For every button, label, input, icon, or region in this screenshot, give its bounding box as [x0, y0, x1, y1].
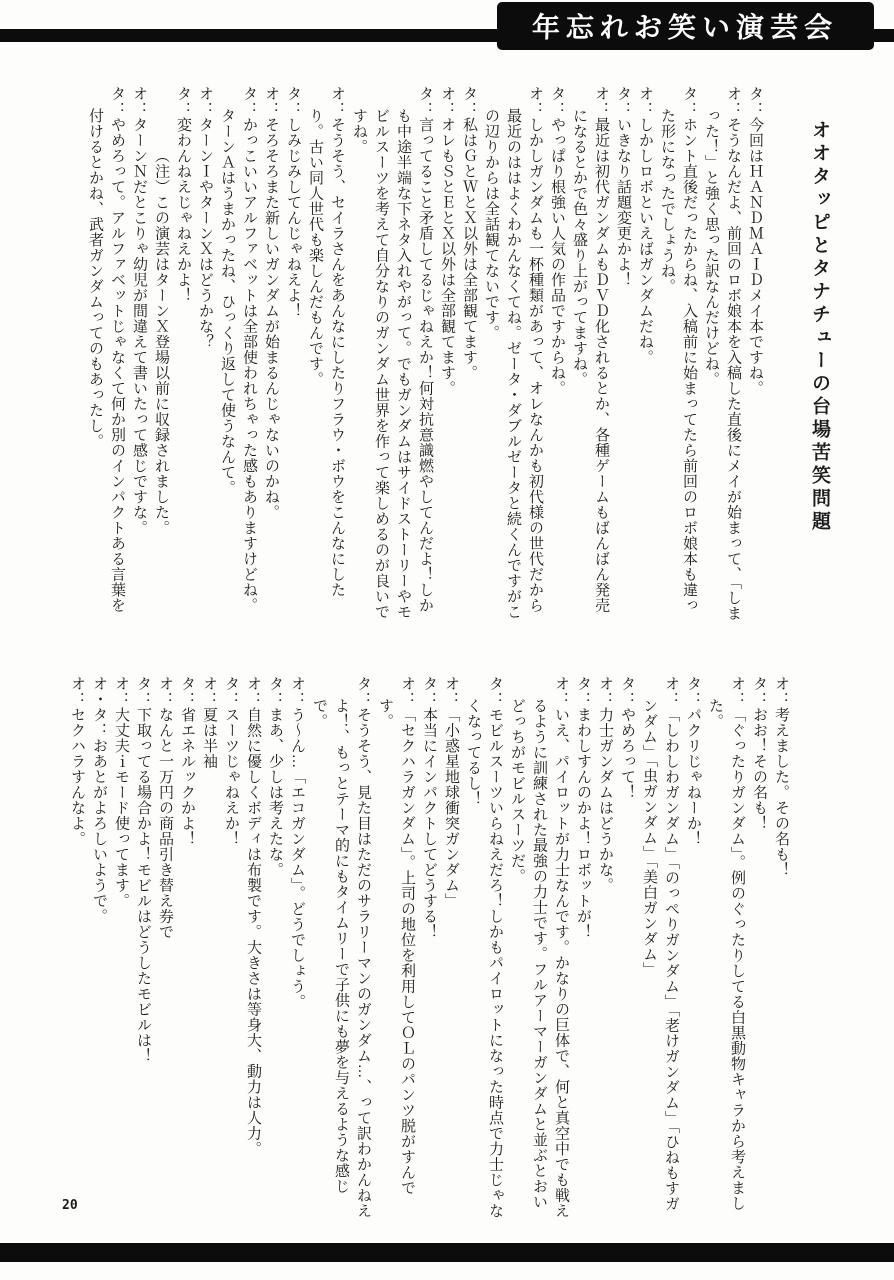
dialogue-line: タ：下取ってる場合かよ！モビルはどうしたモビルは！: [135, 676, 152, 1064]
dialogue-line: タ：言ってること矛盾してるじゃねえか！何対抗意識燃やしてんだよ！しかも中途半端な下ネタ入れやがって。でもガンダムはサイドストーリーやモビルスーツを考えて自分なりのガンダム世界を作って楽しめるのが良いですね。: [351, 86, 434, 620]
dialogue-line: オ：そうなんだよ、前回のロボ娘本を入稿した直後にメイが始まって、「しまった！」と強く思った訳なんだけどね。: [703, 86, 742, 621]
dialogue-line: オ・タ：おあとがよろしいようで。: [91, 676, 108, 924]
editor-note-line: （注）この演芸はターンＸ登場以前に収録されました。: [153, 148, 170, 536]
dialogue-line: タ：まわしすんのかよ！ロボットが！: [575, 676, 592, 940]
dialogue-line: オ：しかしロボといえばガンダムだね。: [637, 86, 654, 365]
dialogue-line: オ：「しわしわガンダム」「のっぺりガンダム」「老けガンダム」「ひねもすガンダム」「虫ガンダム」「美白ガンダム」: [641, 676, 680, 1212]
dialogue-line: タ：私はＧとＷとＸ以外は全部観てます。: [461, 86, 478, 381]
dialogue-line: タ：スーツじゃねえか！: [223, 676, 240, 847]
dialogue-bottom-section: [66, 676, 792, 1221]
dialogue-line: タ：本当にインパクトしてどうする！: [421, 676, 438, 940]
dialogue-line: タ：いきなり話題変更かよ！: [615, 86, 632, 288]
dialogue-line: オ：そうそう、セイラさんをあんなにしたりフラウ・ボウをこんなにしたり。古い同人世代も楽しんだもんです。: [307, 86, 346, 598]
page-number: 20: [62, 1198, 78, 1213]
dialogue-line: オ：考えました。その名も！: [773, 676, 790, 878]
dialogue-line: タ：まあ、少しは考えたな。: [267, 676, 284, 878]
dialogue-line: タ：やっぱり根強い人気の作品ですからね。: [549, 86, 566, 396]
dialogue-line: オ：ターンＮだとこりゃ幼児が間違えて書いたって感じですな。: [131, 86, 148, 536]
dialogue-line: タ：変わんねえじゃねえかよ！: [175, 86, 192, 303]
header-banner: [497, 2, 874, 50]
dialogue-line: オ：そろそろまた新しいガンダムが始まるんじゃないのかね。: [263, 86, 280, 520]
dialogue-line: タ：パクリじゃねーか！: [685, 676, 702, 847]
dialogue-line: オ：なんと一万円の商品引き替え券で: [157, 676, 174, 940]
dialogue-line: タ：しみじみしてんじゃねえよ！: [285, 86, 302, 319]
dialogue-line: オ：「ぐったりガンダム」。例のぐったりしてる白黒動物キャラから考えました。: [707, 676, 746, 1211]
dialogue-line: タ：やめろって！: [619, 676, 636, 800]
dialogue-line: オ：オレもＳとＥとＸ以外は全部観てます。: [439, 86, 456, 396]
dialogue-line: オ：力士ガンダムはどうかな。: [597, 676, 614, 893]
dialogue-line: オ：自然に優しくボディは布製です。大きさは等身大、動力は人力。: [245, 676, 262, 1157]
dialogue-line: オ：最近は初代ガンダムもＤＶＤ化されるとか、各種ゲームもばんばん発売になるとかで色々盛り上がってますね。: [571, 86, 610, 613]
dialogue-line: オ：ターンＩやターンＸはどうかな？: [197, 86, 214, 350]
dialogue-line: タ：そうそう、見た目はただのサラリーマンのガンダム…、って訳わかんねえよ！、もっとテーマ的にもタイムリーで子供にも夢を与えるような感じで。: [311, 676, 372, 1219]
dialogue-line: オ：大丈夫ｉモード使ってます。: [113, 676, 130, 909]
dialogue-line: オ：夏は半袖: [201, 676, 218, 769]
dialogue-line: タ：おお！その名も！: [751, 676, 768, 831]
dialogue-line: オ：セクハラすんなよ。: [69, 676, 86, 847]
banner-title: 年忘れお笑い演芸会: [531, 12, 839, 43]
article-title: オオタッピとタナチューの台場苦笑問題: [809, 120, 830, 534]
dialogue-line: オ：う～ん…「エコガンダム」。どうでしょう。: [289, 676, 306, 1010]
dialogue-line: オ：「小惑星地球衝突ガンダム」: [443, 676, 460, 909]
dialogue-top-section: [84, 86, 830, 626]
dialogue-line: タ：モビルスーツいらねえだろ！しかもパイロットになった時点で力士じゃなくなってるし！: [465, 676, 504, 1219]
bottom-rule: [0, 1243, 894, 1262]
dialogue-line: オ：「セクハラガンダム」。上司の地位を利用してＯＬのパンツ脱がすんです。: [377, 676, 416, 1196]
dialogue-line: タ：ホント直後だったからね、入稿前に始まってたら前回のロボ娘本も違った形になったでしょうね。: [659, 86, 698, 613]
dialogue-line: タ：やめろって。アルファベットじゃなくて何か別のインパクトある言葉を付けるとかね、武者ガンダムってのもあったし。: [87, 86, 126, 613]
dialogue-line: オ：しかしガンダムも一杯種類があって、オレなんかも初代様の世代だから最近のははよくわかんなくてね。ゼータ・ダブルゼータと続くんですがこの辺りからは全話観てないです。: [483, 86, 544, 620]
dialogue-line: オ：いえ、パイロットが力士なんです。かなりの巨体で、何と真空中でも戦えるように訓練された最強の力士です。フルアーマーガンダムと並ぶとおいどっちがモビルスーツだ。: [509, 676, 570, 1219]
dialogue-line: タ：今回はＨＡＮＤＭＡＩＤメイ本ですね。: [747, 86, 764, 396]
dialogue-line: タ：省エネルックかよ！: [179, 676, 196, 847]
dialogue-line: タ：かっこいいアルファベットは全部使われちゃった感もありますけどね。ターンＡはうまかったね、ひっくり返して使うなんて。: [219, 86, 258, 613]
